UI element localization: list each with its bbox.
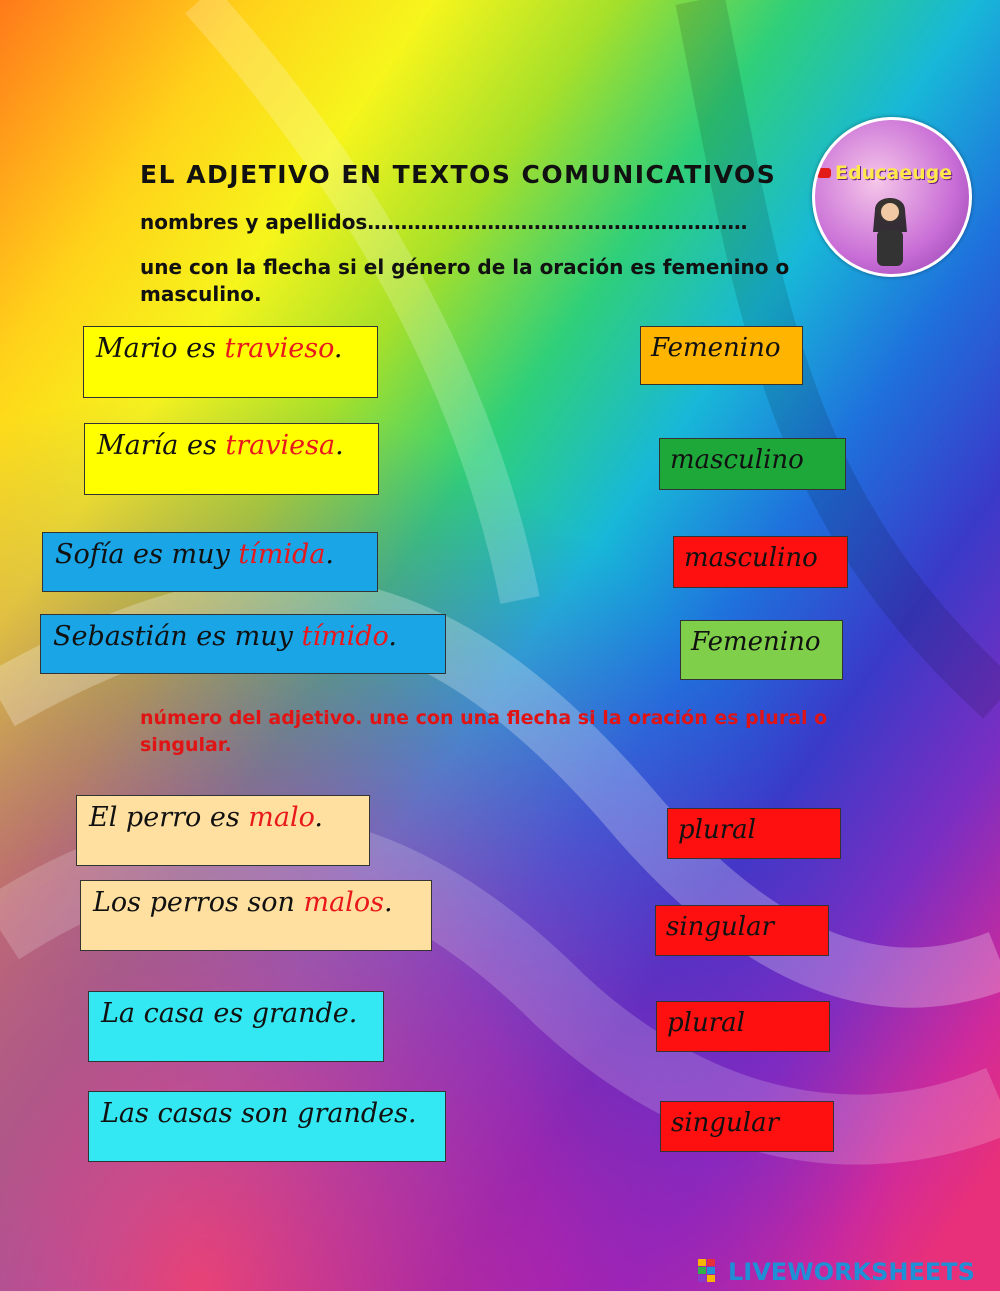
sentence-box	[80, 880, 432, 951]
youtube-icon	[817, 168, 831, 178]
sentence-box	[88, 1091, 446, 1162]
name-line: nombres y apellidos…………………………………………………	[140, 210, 748, 234]
liveworksheets-brand: LIVEWORKSHEETS	[728, 1258, 975, 1286]
educaeuge-logo	[812, 117, 972, 277]
sentence-punct: .	[314, 802, 323, 833]
sentence-text: La casa es grande.	[101, 998, 358, 1029]
answer-box-femenino[interactable]: Femenino	[680, 620, 843, 680]
answer-box-plural[interactable]: plural	[656, 1001, 830, 1052]
adjective-text: malo	[248, 802, 315, 833]
logo-label: Educaeuge	[835, 162, 953, 184]
sentence-box	[88, 991, 384, 1062]
sentence-text: El perro es	[89, 802, 249, 833]
adjective-text: traviesa	[225, 430, 336, 461]
teacher-avatar-icon	[865, 192, 915, 272]
sentence-punct: .	[383, 887, 393, 918]
adjective-text: malos	[303, 887, 384, 918]
answer-box-plural[interactable]: plural	[667, 808, 841, 859]
instruction-number: número del adjetivo. une con una flecha si la oración es plural o singular.	[140, 707, 828, 756]
sentence-punct: .	[388, 621, 397, 652]
sentence-box	[76, 795, 370, 866]
sentence-punct: .	[325, 539, 335, 570]
sentence-text: Sebastián es muy	[53, 621, 302, 652]
sentence-punct: .	[333, 333, 343, 364]
liveworksheets-logo-icon	[698, 1259, 726, 1283]
sentence-box	[83, 326, 378, 398]
answer-box-masculino[interactable]: masculino	[659, 438, 846, 490]
answer-box-singular[interactable]: singular	[660, 1101, 834, 1152]
sentence-text: Mario es	[96, 333, 225, 364]
adjective-text: travieso	[224, 333, 334, 364]
sentence-text: Los perros son	[93, 887, 304, 918]
adjective-text: tímido	[301, 621, 389, 652]
sentence-box	[42, 532, 378, 592]
sentence-punct: .	[335, 430, 344, 461]
adjective-text: tímida	[238, 539, 326, 570]
instruction-gender: une con la flecha si el género de la oración es femenino o masculino.	[140, 255, 790, 306]
sentence-text: Las casas son grandes.	[101, 1098, 417, 1129]
worksheet-title: EL ADJETIVO EN TEXTOS COMUNICATIVOS	[140, 160, 777, 189]
answer-box-masculino[interactable]: masculino	[673, 536, 848, 588]
answer-box-femenino[interactable]: Femenino	[640, 326, 803, 385]
answer-box-singular[interactable]: singular	[655, 905, 829, 956]
sentence-text: María es	[97, 430, 226, 461]
sentence-box	[84, 423, 379, 495]
sentence-box	[40, 614, 446, 674]
sentence-text: Sofía es muy	[55, 539, 239, 570]
